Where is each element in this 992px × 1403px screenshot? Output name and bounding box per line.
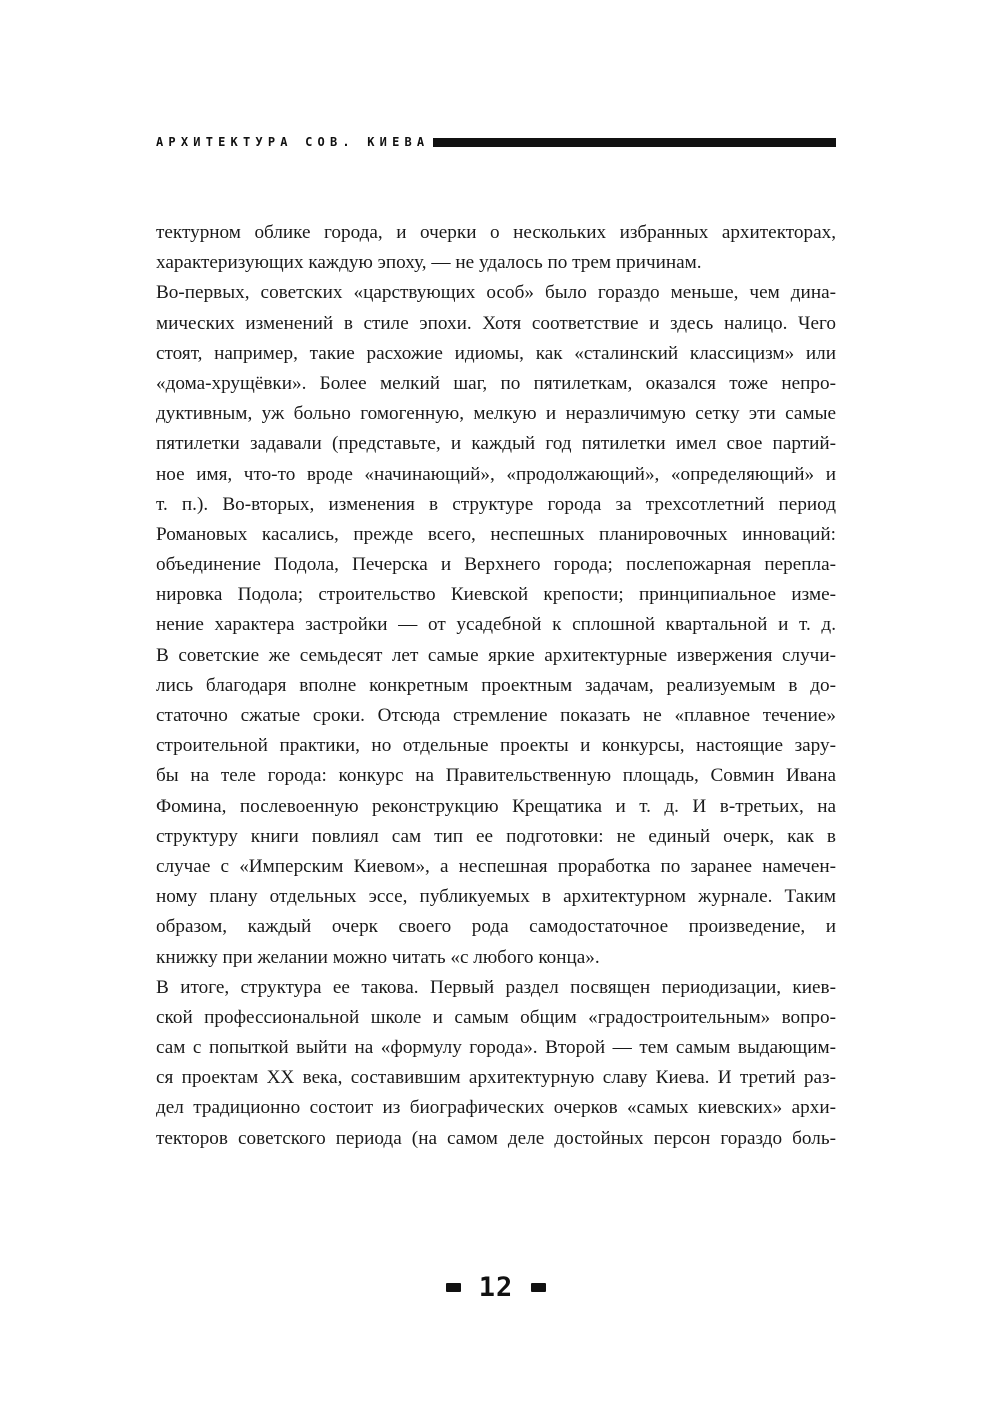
page-footer: [0, 1270, 992, 1304]
text-line: Во-первых, советских «царствующих особ» было гораздо меньше, чем дина-: [156, 282, 836, 304]
body-text: [156, 218, 836, 1154]
text-line: Романовых касались, прежде всего, неспешных планировочных инноваций:: [156, 523, 836, 545]
text-line: Фомина, послевоенную реконструкцию Крещатика и т. д. И в-третьих, на: [156, 795, 836, 817]
text-line: образом, каждый очерк своего рода самодостаточное произведение, и: [156, 916, 836, 938]
text-line: т. п.). Во-вторых, изменения в структуре города за трехсотлетний период: [156, 493, 836, 515]
text-line: характеризующих каждую эпоху, — не удалось по трем причинам.: [156, 252, 702, 274]
text-line: В советские же семьдесят лет самые яркие архитектурные извержения случи-: [156, 644, 836, 666]
footer-right-square: [531, 1283, 546, 1292]
text-line: ской профессиональной школе и самым общим «градостроительным» вопро-: [156, 1006, 836, 1028]
text-line: текторов советского периода (на самом деле достойных персон гораздо боль-: [156, 1127, 836, 1149]
text-line: ся проектам XX века, составившим архитектурную славу Киева. И третий раз-: [156, 1067, 836, 1089]
text-line: строительной практики, но отдельные проекты и конкурсы, настоящие зару-: [156, 735, 836, 757]
text-line: книжку при желании можно читать «с любого конца».: [156, 946, 600, 968]
text-line: сам с попыткой выйти на «формулу города». Второй — тем самым выдающим-: [156, 1037, 836, 1059]
text-line: дуктивным, уж больно гомогенную, мелкую и неразличимую сетку эти самые: [156, 403, 836, 425]
footer-left-square: [446, 1283, 461, 1292]
header-rule: [433, 138, 836, 147]
text-line: ному плану отдельных эссе, публикуемых в архитектурном журнале. Таким: [156, 886, 836, 908]
text-line: случае с «Имперским Киевом», а неспешная проработка по заранее намечен-: [156, 855, 836, 877]
text-line: пятилетки задавали (представьте, и каждый год пятилетки имел свое партий-: [156, 433, 836, 455]
text-line: дел традиционно состоит из биографических очерков «самых киевских» архи-: [156, 1097, 836, 1119]
text-line: нировка Подола; строительство Киевской крепости; принципиальное изме-: [156, 584, 836, 606]
text-line: В итоге, структура ее такова. Первый раздел посвящен периодизации, киев-: [156, 976, 836, 998]
page-number: 12: [478, 1271, 514, 1303]
text-line: ное имя, что-то вроде «начинающий», «продолжающий», «определяющий» и: [156, 463, 836, 485]
text-line: «дома-хрущёвки». Более мелкий шаг, по пятилеткам, оказался тоже непро-: [156, 372, 836, 394]
running-title: АРХИТЕКТУРА СОВ. КИЕВА: [156, 135, 430, 149]
running-header: [156, 131, 836, 153]
text-line: мических изменений в стиле эпохи. Хотя соответствие и здесь налицо. Чего: [156, 312, 836, 334]
text-line: нение характера застройки — от усадебной к сплошной квартальной и т. д.: [156, 614, 836, 636]
text-line: лись благодаря вполне конкретным проектным задачам, реализуемым в до-: [156, 674, 836, 696]
text-line: бы на теле города: конкурс на Правительственную площадь, Совмин Ивана: [156, 765, 836, 787]
text-line: структуру книги повлиял сам тип ее подготовки: не единый очерк, как в: [156, 825, 836, 847]
text-line: статочно сжатые сроки. Отсюда стремление показать не «плавное течение»: [156, 705, 836, 726]
text-line: тектурном облике города, и очерки о нескольких избранных архитекторах,: [156, 222, 836, 243]
text-line: объединение Подола, Печерска и Верхнего города; послепожарная перепла-: [156, 554, 836, 576]
text-line: стоят, например, такие расхожие идиомы, как «сталинский классицизм» или: [156, 342, 836, 364]
